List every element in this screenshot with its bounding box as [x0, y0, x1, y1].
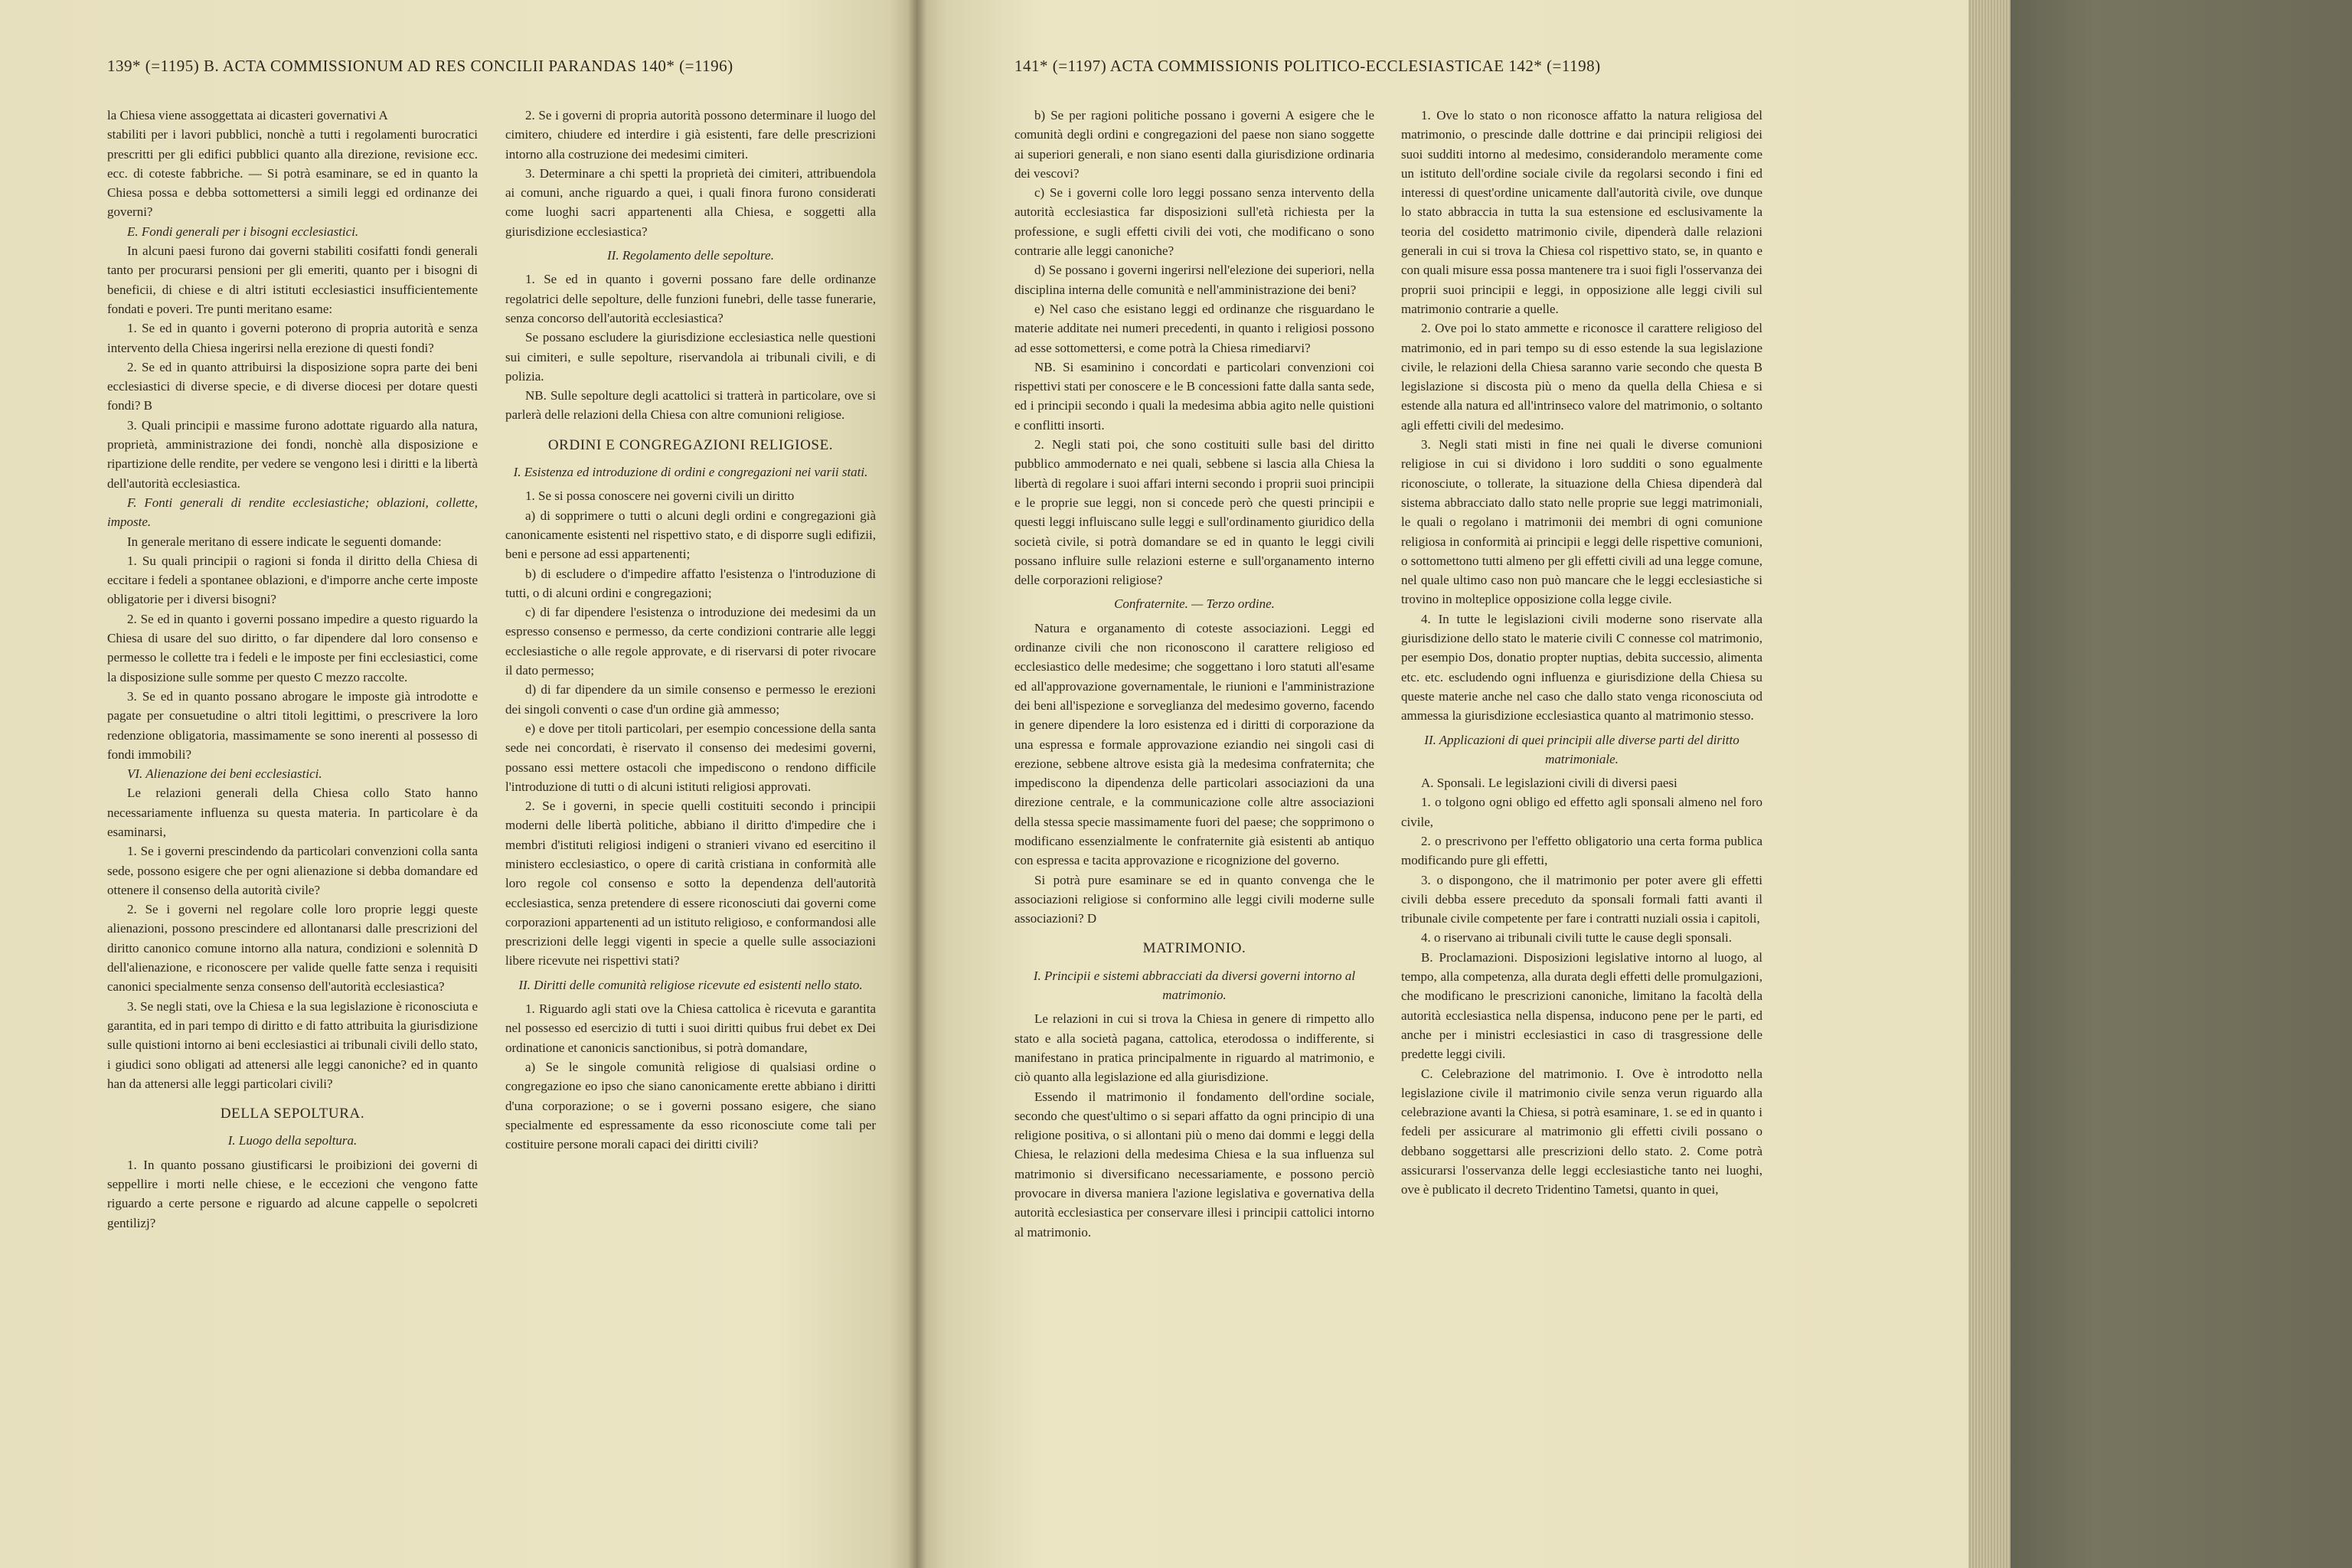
paragraph: 4. In tutte le legislazioni civili moderne sono riservate alla giurisdizione dello stato le materie civili C connesse col matrimonio, per esempio Dos, donatio propter nuptias, debita successio, alimenta etc. etc. escludendo ogni influenza e giurisdizione della Chiesa su queste materie anche nel caso che dallo stato venga riconosciuta od ammessa la giurisdizione ecclesiastica quanto al matrimonio stesso. [1401, 611, 1762, 724]
paragraph: 1. Se ed in quanto i governi possano fare delle ordinanze regolatrici delle sepolture, delle funzioni funebri, delle tasse funerarie, senza concorso dell'autorità ecclesiastica? [505, 272, 876, 325]
subsection-heading: I. Principii e sistemi abbracciati da diversi governi intorno al matrimonio. [1033, 968, 1356, 1003]
paragraph: 1. In quanto possano giustificarsi le proibizioni dei governi di seppellire i morti nelle chiese, e le eccezioni che vengono fatte riguardo a certe persone e riguardo ad alcune cappelle o sepolcreti gentilizj? [107, 1157, 478, 1230]
subsection-heading: F. Fonti generali di rendite ecclesiastiche; oblazioni, collette, imposte. [107, 495, 478, 530]
paragraph: B. Proclamazioni. Disposizioni legislative intorno al luogo, al tempo, alla competenza, alla durata degli effetti delle promulgazioni, che modificano le prescrizioni canoniche, limitano la facoltà della autorità ecclesiastica nella dispensa, inducono pene per le parti, ed anche per i ministri ecclesiastici in caso di trasgressione delle predette leggi civili. [1401, 949, 1762, 1062]
book-gutter [908, 0, 926, 1568]
section-heading: MATRIMONIO. [1142, 940, 1246, 957]
paragraph: b) di escludere o d'impedire affatto l'esistenza o l'introduzione di tutti, o di alcuni ordini e congregazioni; [505, 566, 876, 600]
paragraph: 3. Se ed in quanto possano abrogare le imposte già introdotte e pagate per consuetudine o altri titoli legittimi, o prescrivere la loro redenzione obligatoria, massimamente se sono inerenti al possesso di fondi immobili? [107, 688, 478, 762]
paragraph: 1. Ove lo stato o non riconosce affatto la natura religiosa del matrimonio, o prescinde dalle dottrine e dai principii religiosi dei suoi sudditi intorno al medesimo, considerandolo meramente come un istituto dell'ordine sociale civile da regolarsi secondo i fini ed interessi di quest'ordine unicamente dall'autorità civile, ove dunque lo stato abbraccia in tutta la sua estensione ed esclusivamente la teoria del cosidetto matrimonio civile, dipenderà dalle relazioni generali in cui si trova la Chiesa col rispettivo stato, se, in quanto e con quali misure essa possa mantenere tra i suoi figli l'osservanza dei proprii suoi principii e leggi, in opposizione alle leggi civili sul matrimonio contrarie a quelle. [1401, 108, 1762, 316]
paragraph: 1. Riguardo agli stati ove la Chiesa cattolica è ricevuta e garantita nel possesso ed esercizio di tutti i suoi diritti quibus frui debet ex Dei ordinatione et canonicis sanctionibus, si potrà domandare, [505, 1001, 876, 1055]
paragraph: d) Se possano i governi ingerirsi nell'elezione dei superiori, nella disciplina interna delle comunità e nell'amministrazione dei beni? [1014, 263, 1374, 297]
paragraph: Natura e organamento di coteste associazioni. Leggi ed ordinanze civili che non riconoscono il carattere religioso ed ecclesiastico delle medesime; che soggettano i loro statuti all'esame ed all'approvazione governamentale, le riunioni e l'amministrazione dei beni all'ispezione e sorveglianza del medesimo governo, facendo in genere dipendere la loro esistenza ed i diritti di corporazione da una espressa e formale approvazione eziandio nei singoli casi di erezione, sebbene altrove esista già la medesima confraternita; che impediscono la dipendenza delle particolari associazioni da una direzione centrale, e la communicazione colle altre associazioni della stessa specie massimamente fuori del paese; che sopprimono o modificano essenzialmente le confraternite già esistenti ab antiquo con espressa e tacita approvazione e ricognizione del governo. [1014, 620, 1374, 868]
paragraph: 2. Se i governi nel regolare colle loro proprie leggi queste alienazioni, possono prescindere ed allontanarsi dalle prescrizioni del diritto canonico comune intorno alla natura, condizioni e solennità D dell'alienazione, e riconoscere per valide quelle fatte senza i requisiti canonici specialmente senza consenso dell'autorità ecclesiastica? [107, 902, 478, 995]
left-column-2 [505, 106, 876, 1154]
paragraph: In alcuni paesi furono dai governi stabiliti cosifatti fondi generali tanto per procurarsi pensioni per gli emeriti, quanto per i bisogni di beneficii, di chiese e di altri istituti ecclesiastici insufficientemente fondati e poveri. Tre punti meritano esame: [107, 243, 478, 316]
paragraph: a) di sopprimere o tutti o alcuni degli ordini e congregazioni già canonicamente esistenti nel rispettivo stato, e di disporre sugli edifizii, beni e persone ad essi appartenenti; [505, 508, 876, 562]
left-page [0, 0, 916, 1568]
paragraph: 2. Ove poi lo stato ammette e riconosce il carattere religioso del matrimonio, ed in pari tempo su di esso estende la sua legislazione civile, le relazioni della Chiesa saranno varie secondo che questa B legislazione si discosta più o meno da quella della Chiesa e si estende alla natura ed all'intrinseco valore del matrimonio, o soltanto agli effetti civili del medesimo. [1401, 321, 1762, 433]
subsection-heading: I. Luogo della sepoltura. [227, 1133, 358, 1148]
paragraph: 3. Quali principii e massime furono adottate riguardo alla natura, proprietà, amministrazione dei fondi, nonchè alla disposizione e ripartizione delle rendite, per vedere se vengono lesi i diritti e la libertà dell'autorità ecclesiastica. [107, 417, 478, 491]
paragraph: 1. o tolgono ogni obligo ed effetto agli sponsali almeno nel foro civile, [1401, 795, 1762, 829]
paragraph: Le relazioni in cui si trova la Chiesa in genere di rimpetto allo stato e alla società pagana, cattolica, eterodossa o indifferente, si manifestano in pratica principalmente in riguardo al matrimonio, e ciò quanto alla legislazione ed alla giurisdizione. [1014, 1011, 1374, 1085]
paragraph: Le relazioni generali della Chiesa collo Stato hanno necessariamente influenza su questa materia. In particolare è da esaminarsi, [107, 786, 478, 839]
paragraph: 2. Se ed in quanto attribuirsi la disposizione sopra parte dei beni ecclesiastici di diverse specie, e di diverse diocesi per dotare questi fondi? B [107, 359, 478, 413]
subsection-heading: II. Regolamento delle sepolture. [607, 248, 774, 263]
paragraph: 3. o dispongono, che il matrimonio per poter avere gli effetti civili debba essere preceduto da sponsali formali fatti avanti il tribunale civile competente per fare i contratti nuziali ossia i capitoli, [1401, 872, 1762, 926]
paragraph: c) di far dipendere l'esistenza o introduzione dei medesimi da un espresso consenso e permesso, da certe condizioni contrarie alle leggi ecclesiastiche o alle regole approvate, e di riservarsi di poter rivocare il dato permesso; [505, 605, 876, 678]
paragraph: NB. Si esaminino i concordati e particolari convenzioni coi rispettivi stati per conoscere e le B concessioni fatte dalla santa sede, ed i principii secondo i quali la medesima abbia agito nelle quistioni e conflitti insorti. [1014, 359, 1374, 433]
paragraph: Essendo il matrimonio il fondamento dell'ordine sociale, secondo che quest'ultimo o si separi affatto da ogni principio di una religione positiva, o si allontani più o meno dai dommi e leggi della Chiesa, le relazioni della medesima Chiesa e la sua influenza sul matrimonio si diversificano necessariamente, e possono perciò provocare in diversa maniera l'azione legislativa e governativa della autorità ecclesiastica per conservare illesi i principii cattolici intorno al matrimonio. [1014, 1089, 1374, 1240]
background-surface [1983, 0, 2352, 1568]
subsection-heading: VI. Alienazione dei beni ecclesiastici. [127, 766, 322, 782]
right-column-2 [1401, 106, 1762, 1200]
paragraph: b) Se per ragioni politiche possano i governi A esigere che le comunità degli ordini e congregazioni del paese non siano soggette ai superiori generali, e non siano esenti dalla giurisdizione ordinaria dei vescovi? [1014, 108, 1374, 181]
paragraph: 3. Se negli stati, ove la Chiesa e la sua legislazione è riconosciuta e garantita, ed in pari tempo di diritto e di fatto attribuita la giurisdizione sulle quistioni intorno ai beni ecclesiastici ai tribunali civili dello stato, i giudici sono obligati ad attenersi alle leggi canoniche? ed in quanto han da attenersi alle leggi particolari civili? [107, 998, 478, 1091]
right-running-header: 141* (=1197) ACTA COMMISSIONIS POLITICO-ECCLESIASTICAE 142* (=1198) [1014, 57, 1601, 75]
paragraph: 4. o riservano ai tribunali civili tutte le cause degli sponsali. [1421, 930, 1733, 946]
paragraph: a) Se le singole comunità religiose di qualsiasi ordine o congregazione eo ipso che siano canonicamente erette abbiano i diritti d'una corporazione; o se i governi possano esigere, che siano specialmente ed espressamente da esso riconosciute come tali per costituire persone morali capaci dei diritti civili? [505, 1059, 876, 1152]
left-running-header: 139* (=1195) B. ACTA COMMISSIONUM AD RES CONCILII PARANDAS 140* (=1196) [107, 57, 733, 75]
paragraph: c) Se i governi colle loro leggi possano senza intervento della autorità ecclesiastica far disposizioni sull'età richiesta per la professione, e sugli effetti civili dei voti, che modificano o sono contrarie alle leggi canoniche? [1014, 185, 1374, 259]
section-heading: DELLA SEPOLTURA. [220, 1106, 365, 1122]
paragraph: 2. Se i governi, in specie quelli costituiti secondo i principii moderni delle libertà politiche, abbiano il diritto d'impedire che i membri d'istituti religiosi indigeni o stranieri vivano ed esercitino il ministero ecclesiastico, o opere di carità cristiana in conformità alle loro regole col consenso e sotto la dependenza dell'autorità ecclesiastica, senza pretendere di essere riconosciuti dai governi come corporazioni appartenenti ad un istituto religioso, e conformandosi alle prescrizioni delle leggi vigenti in specie a quelle sulle associazioni libere ricevute nei rispettivi stati? [505, 799, 876, 969]
paragraph: stabiliti per i lavori pubblici, nonchè a tutti i regolamenti burocratici prescritti per gli edifici pubblici quanto alla direzione, revisione ecc. ecc. di coteste fabbriche. — Si potrà esaminare, se ed in quanto la Chiesa possa e debba sottomettersi a simili leggi ed ordinanze dei governi? [107, 127, 478, 220]
right-column-1 [1014, 106, 1374, 1242]
paragraph: e) Nel caso che esistano leggi ed ordinanze che risguardano le materie additate nei numeri precedenti, in quanto i religiosi possono ad esse sottomettersi, e come potrà la Chiesa rimediarvi? [1014, 301, 1374, 355]
paragraph: 1. Se i governi prescindendo da particolari convenzioni colla santa sede, possono esigere che per ogni alienazione si debba domandare ed ottenere il consenso della autorità civile? [107, 844, 478, 897]
paragraph: Si potrà pure esaminare se ed in quanto convenga che le associazioni religiose si conformino alle leggi civili moderne sulle associazioni? D [1014, 872, 1374, 926]
right-page [916, 0, 1968, 1568]
paragraph: NB. Sulle sepolture degli acattolici si tratterà in particolare, ove si parlerà delle relazioni della Chiesa con altre comunioni religiose. [505, 388, 876, 423]
page-edges [1965, 0, 2011, 1568]
subsection-heading: Confraternite. — Terzo ordine. [1114, 596, 1275, 612]
section-heading: ORDINI E CONGREGAZIONI RELIGIOSE. [547, 436, 834, 453]
paragraph: 3. Negli stati misti in fine nei quali le diverse comunioni religiose in cui si dividono i loro sudditi o sono egualmente riconosciute, o tollerate, la situazione della Chiesa dipenderà dal sistema abbracciato dallo stato nelle proprie sue leggi matrimoniali, le quali o regolano i matrimonii dei membri di ogni comunione religiosa in conformità ai principii e leggi delle rispettive comunioni, o sottomettono tutti almeno per gli effetti civili ad una legge comune, nel quale ultimo caso non può mancare che le leggi ecclesiastiche si trovino in molteplice opposizione colla legge civile. [1401, 437, 1762, 607]
paragraph: A. Sponsali. Le legislazioni civili di diversi paesi [1421, 776, 1677, 791]
paragraph: In generale meritano di essere indicate le seguenti domande: [127, 534, 442, 549]
paragraph: e) e dove per titoli particolari, per esempio concessione della santa sede nei concordati, è riservato il consenso dei medesimi governi, possano essi mettere ostacoli che impediscono o rendono difficile l'introduzione di tutti o di alcuni istituti religiosi approvati. [505, 720, 876, 794]
left-column-1 [107, 106, 478, 1233]
paragraph: 1. Se ed in quanto i governi poterono di propria autorità e senza intervento della Chiesa ingerirsi nella erezione di questi fondi? [107, 321, 478, 355]
subsection-heading: II. Applicazioni di quei principii alle diverse parti del diritto matrimoniale. [1424, 732, 1740, 766]
paragraph: 2. o prescrivono per l'effetto obligatorio una certa forma publica modificando pure gli effetti, [1401, 833, 1762, 868]
subsection-heading: II. Diritti delle comunità religiose ricevute ed esistenti nello stato. [518, 977, 863, 992]
subsection-heading: E. Fondi generali per i bisogni ecclesiastici. [127, 224, 359, 239]
paragraph: 3. Determinare a chi spetti la proprietà dei cimiteri, attribuendola ai comuni, anche riguardo a quei, i quali finora furono considerati come luoghi sacri appartenenti alla Chiesa, e soggetti alla giurisdizione ecclesiastica? [505, 165, 876, 239]
paragraph: C. Celebrazione del matrimonio. I. Ove è introdotto nella legislazione civile il matrimonio civile senza verun riguardo alla celebrazione avanti la Chiesa, si potrà esaminare, 1. se ed in quanto i fedeli per assicurare al matrimonio gli effetti civili possano o debbano soggettarsi alle prescrizioni dello stato. 2. Come potrà assicurarsi l'osservanza delle leggi ecclesiastiche tanto nei luoghi, ove è publicato il decreto Tridentino Tametsi, quanto in quei, [1401, 1066, 1762, 1197]
paragraph: d) di far dipendere da un simile consenso e permesso le erezioni dei singoli conventi o case d'un ordine già ammesso; [505, 682, 876, 717]
paragraph: la Chiesa viene assoggettata ai dicasteri governativi A [107, 108, 388, 122]
paragraph: 2. Se ed in quanto i governi possano impedire a questo riguardo la Chiesa di usare del suo diritto, o far dipendere dal loro consenso e permesso le collette tra i fedeli e le imposte per fini ecclesiastici, come la disposizione sulle somme per questo C mezzo raccolte. [107, 611, 478, 684]
paragraph: Se possano escludere la giurisdizione ecclesiastica nelle questioni sui cimiteri, e sulle sepolture, riservandola ai tribunali civili, e di polizia. [505, 330, 876, 384]
subsection-heading: I. Esistenza ed introduzione di ordini e congregazioni nei varii stati. [513, 465, 868, 480]
paragraph: 2. Negli stati poi, che sono costituiti sulle basi del diritto pubblico ammodernato e nei quali, sebbene si lascia alla Chiesa la libertà di regolare i suoi affari interni secondo i proprii suoi principii e le proprie sue leggi, non si concede però che questi principii e questi leggi influiscano sulle leggi e sull'ordinamento giuridico della società civile, si potrà domandare se ed in quanto le leggi civili possano influire sulle relazioni esterne e sull'organamento interno delle corporazioni religiose? [1014, 437, 1374, 588]
paragraph: 2. Se i governi di propria autorità possono determinare il luogo del cimitero, chiudere ed interdire i già esistenti, fare delle prescrizioni intorno alla costruzione dei medesimi cimiteri. [505, 108, 876, 162]
paragraph: 1. Su quali principii o ragioni si fonda il diritto della Chiesa di eccitare i fedeli a spontanee oblazioni, e d'imporre anche certe imposte obligatorie per i diversi bisogni? [107, 553, 478, 607]
paragraph: 1. Se si possa conoscere nei governi civili un diritto [525, 488, 795, 504]
